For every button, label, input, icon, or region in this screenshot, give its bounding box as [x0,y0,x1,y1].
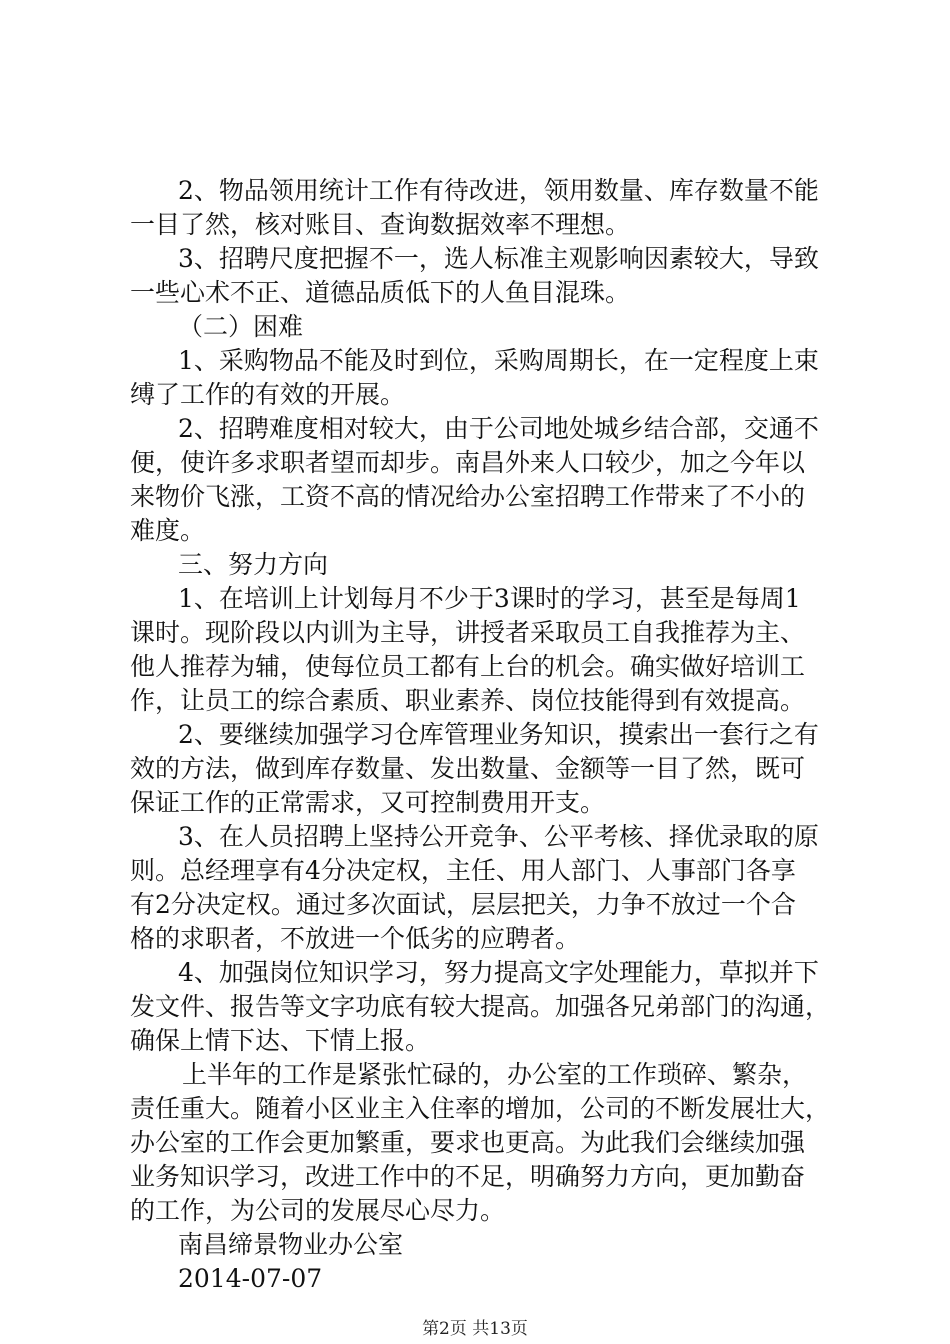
text-line: 一目了然，核对账目、查询数据效率不理想。 [130,210,631,239]
text-line: 4、加强岗位知识学习，努力提高文字处理能力，草拟并下 [178,958,819,987]
page-indicator: 第2页 共13页 [422,1319,528,1339]
text-line: 2、招聘难度相对较大，由于公司地处城乡结合部，交通不 [178,414,819,443]
signature-date: 2014-07-07 [178,1264,323,1293]
text-line: 格的求职者，不放进一个低劣的应聘者。 [130,924,581,953]
text-line: 则。总经理享有4分决定权，主任、用人部门、人事部门各享 [130,856,796,885]
text-line: 办公室的工作会更加繁重，要求也更高。为此我们会继续加强 [130,1128,806,1157]
text-line: 保证工作的正常需求，又可控制费用开支。 [130,788,606,817]
text-line: 上半年的工作是紧张忙碌的，办公室的工作琐碎、繁杂， [182,1060,808,1089]
section-heading: （二）困难 [178,312,304,341]
text-line: 一些心术不正、道德品质低下的人鱼目混珠。 [130,278,631,307]
text-line: 确保上情下达、下情上报。 [130,1026,431,1055]
text-line: 3、招聘尺度把握不一，选人标准主观影响因素较大，导致 [178,244,819,273]
text-line: 缚了工作的有效的开展。 [130,380,406,409]
section-heading: 三、努力方向 [178,550,329,579]
text-line: 1、采购物品不能及时到位，采购周期长，在一定程度上束 [178,346,819,375]
text-line: 有2分决定权。通过多次面试，层层把关，力争不放过一个合 [130,890,796,919]
text-line: 发文件、报告等文字功底有较大提高。加强各兄弟部门的沟通， [130,992,831,1021]
text-line: 难度。 [130,516,206,545]
signature-organization: 南昌缔景物业办公室 [178,1230,404,1259]
text-line: 的工作，为公司的发展尽心尽力。 [130,1196,506,1225]
text-line: 2、物品领用统计工作有待改进，领用数量、库存数量不能 [178,176,819,205]
text-line: 1、在培训上计划每月不少于3课时的学习，甚至是每周1 [178,584,801,613]
text-line: 效的方法，做到库存数量、发出数量、金额等一目了然，既可 [130,754,806,783]
text-line: 3、在人员招聘上坚持公开竞争、公平考核、择优录取的原 [178,822,819,851]
text-line: 责任重大。随着小区业主入住率的增加，公司的不断发展壮大， [130,1094,831,1123]
text-line: 课时。现阶段以内训为主导，讲授者采取员工自我推荐为主、 [130,618,806,647]
text-line: 来物价飞涨，工资不高的情况给办公室招聘工作带来了不小的 [130,482,806,511]
text-line: 2、要继续加强学习仓库管理业务知识，摸索出一套行之有 [178,720,819,749]
text-line: 业务知识学习，改进工作中的不足，明确努力方向，更加勤奋 [130,1162,806,1191]
text-line: 作，让员工的综合素质、职业素养、岗位技能得到有效提高。 [130,686,806,715]
text-line: 他人推荐为辅，使每位员工都有上台的机会。确实做好培训工 [130,652,806,681]
text-line: 便，使许多求职者望而却步。南昌外来人口较少，加之今年以 [130,448,806,477]
page-number-footer [0,1318,950,1340]
